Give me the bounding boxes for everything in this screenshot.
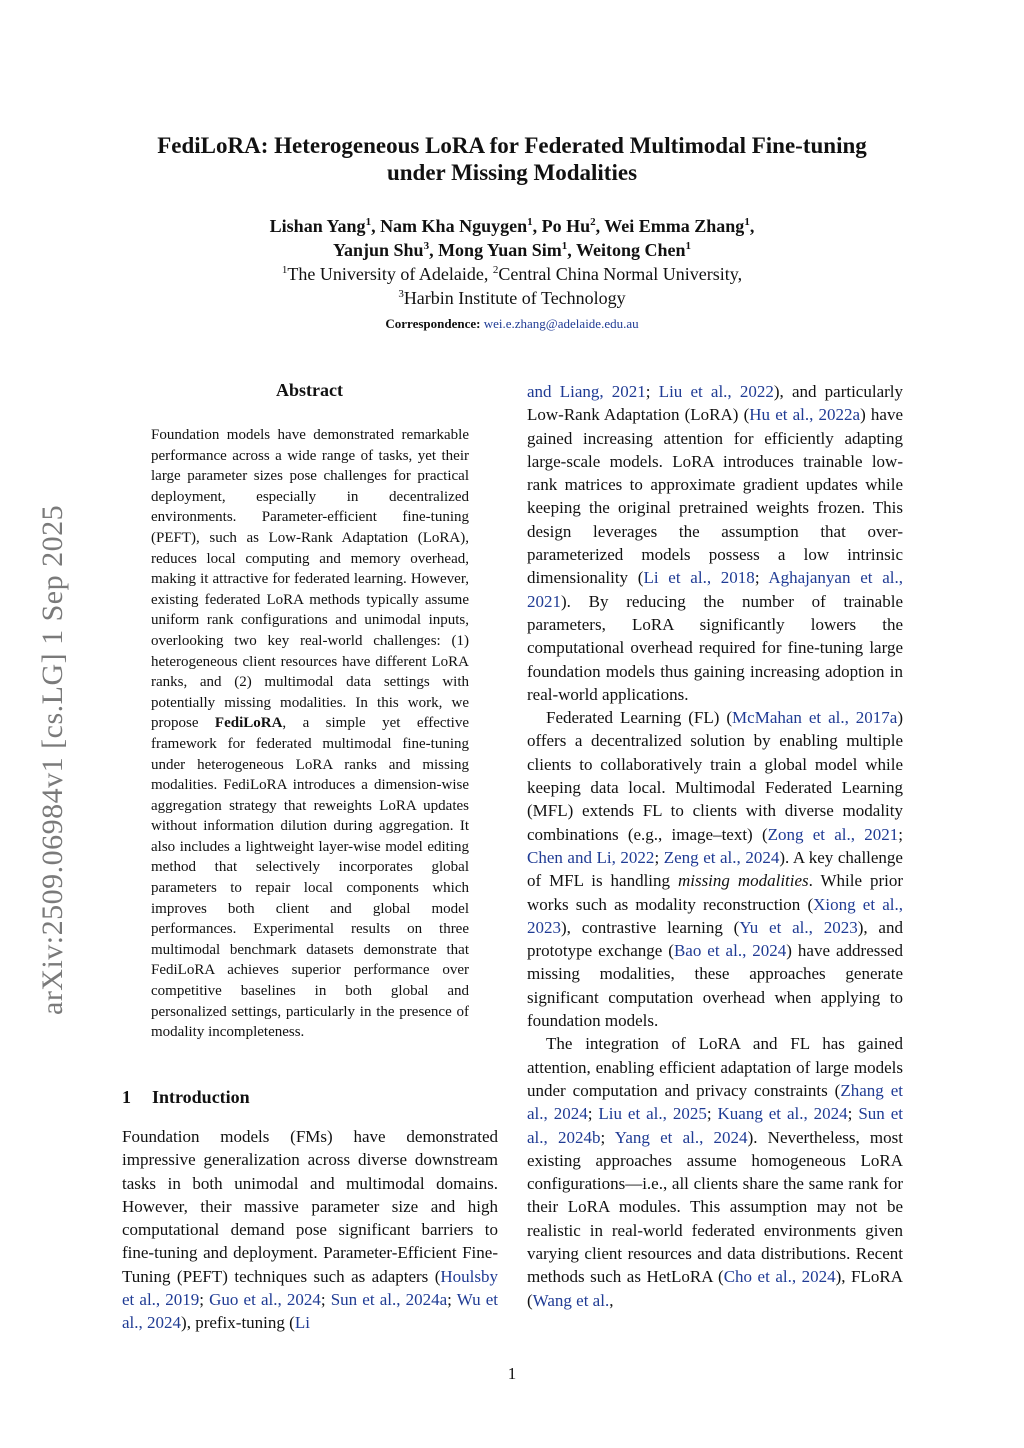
abstract-method-name: FediLoRA xyxy=(214,715,283,732)
page-number: 1 xyxy=(507,1364,517,1383)
body-paragraph xyxy=(527,706,903,1032)
body-text: ) offers a decentralized solution by enabling multiple clients to collaboratively train a global model while keeping data local. Multimodal Federated Learning (MFL) extends FL to clients with diverse modality combinations (e.g., image–text) ( xyxy=(527,708,904,844)
body-text: ; xyxy=(587,1104,599,1124)
author-name: Weitong Chen xyxy=(575,240,686,260)
citation-link[interactable]: Bao et al., 2024 xyxy=(673,941,787,961)
section-heading-introduction xyxy=(122,1087,250,1108)
body-text: ; xyxy=(199,1290,210,1310)
body-text: ) have gained increasing attention for efficiently adapting large-scale models. LoRA introduces trainable low-rank matrices to approximate gradient updates while keeping the original pretrained weights frozen. This design leverages the assumption that over-parameterized models possess a low intrinsic dimensionality ( xyxy=(527,405,903,588)
section-title: Introduction xyxy=(152,1087,250,1107)
author-affiliation-mark: 1 xyxy=(685,240,691,252)
paper-title xyxy=(100,132,924,186)
citation-link[interactable]: Cho et al., 2024 xyxy=(723,1267,836,1287)
body-paragraph xyxy=(122,1125,498,1335)
author-affiliation-mark: 1 xyxy=(744,216,750,228)
affiliation-name: Central China Normal University xyxy=(498,264,738,284)
citation-link[interactable]: Zhang et al., 2024 xyxy=(527,1080,904,1124)
author-name: Po Hu xyxy=(541,216,591,236)
citation-link[interactable]: Wu et al., 2024 xyxy=(122,1290,498,1333)
correspondence-label: Correspondence: xyxy=(385,316,481,331)
body-text: ; xyxy=(447,1290,457,1310)
author-affiliation-mark: 2 xyxy=(590,216,596,228)
body-text: ), and prototype exchange ( xyxy=(527,917,903,961)
body-text: ; xyxy=(706,1104,718,1124)
body-text: ), contrastive learning ( xyxy=(561,917,740,937)
affiliation-name: The University of Adelaide xyxy=(287,264,484,284)
body-text: ; xyxy=(847,1104,859,1124)
author-name: Nam Kha Nguygen xyxy=(380,216,528,236)
abstract-heading: Abstract xyxy=(276,380,343,400)
body-text: ). By reducing the number of trainable parameters, LoRA significantly lowers the computational overhead required for fine-tuning large foundation models thus gaining increasing adoption in real-world applications. xyxy=(527,591,903,704)
citation-link[interactable]: Hu et al., 2022a xyxy=(749,405,861,425)
left-column-text xyxy=(122,1125,498,1335)
body-paragraph xyxy=(527,1032,903,1312)
body-text: ) have addressed missing modalities, these approaches generate significant computation overhead when applying to foundation models. xyxy=(527,941,904,1031)
citation-link[interactable]: Zeng et al., 2024 xyxy=(663,847,780,867)
body-text: , xyxy=(609,1290,614,1310)
title-line: under Missing Modalities xyxy=(386,160,638,185)
body-text: ; xyxy=(320,1290,331,1310)
correspondence-line xyxy=(100,316,924,332)
citation-link[interactable]: Kuang et al., 2024 xyxy=(717,1104,848,1124)
title-line: FediLoRA: Heterogeneous LoRA for Federated Multimodal Fine-tuning xyxy=(157,133,867,158)
citation-link[interactable]: Liu et al., 2022 xyxy=(658,382,774,401)
citation-link[interactable]: Aghajanyan et al., 2021 xyxy=(527,568,903,611)
body-text: ; xyxy=(645,382,659,401)
citation-link[interactable]: Guo et al., 2024 xyxy=(209,1290,321,1310)
body-text: Federated Learning (FL) ( xyxy=(546,708,733,728)
body-text: ), prefix-tuning ( xyxy=(181,1313,295,1333)
citation-link[interactable]: Xiong et al., 2023 xyxy=(527,894,903,937)
citation-link[interactable]: Sun et al., 2024b xyxy=(527,1104,904,1147)
body-text: ), and particularly Low-Rank Adaptation (LoRA) ( xyxy=(527,382,904,425)
body-text: ). Nevertheless, most existing approaches assume homogeneous LoRA configurations—i.e., all clients share the same rank for their LoRA modules. This assumption may not be realistic in real-world federated environments given varying client resources and data distributions. Recent methods such as HetLoRA ( xyxy=(527,1127,903,1287)
citation-link[interactable]: Li et al., 2018 xyxy=(643,568,755,588)
author-list: Lishan Yang$^1$, Nam Kha Nguygen$^1$, Po Hu$^2$, Wei Emma Zhang$^1$, Yanjun Shu$^3$, Mong Yuan Sim$^1$, Weitong Chen$^1$ xyxy=(269,216,755,260)
affiliation-mark: 3 xyxy=(398,288,404,300)
body-text: ; xyxy=(654,847,664,867)
citation-link[interactable]: Chen and Li, 2022 xyxy=(527,847,655,867)
affiliation-mark: 2 xyxy=(492,264,499,276)
author-name: Lishan Yang xyxy=(269,216,366,236)
citation-link[interactable]: Sun et al., 2024a xyxy=(330,1290,448,1310)
author-name: Yanjun Shu xyxy=(333,240,424,260)
author-affiliation-mark: 1 xyxy=(527,216,533,228)
body-text: ; xyxy=(898,824,903,844)
right-column-text xyxy=(527,380,903,1312)
body-text: ), FLoRA ( xyxy=(527,1267,903,1310)
citation-link[interactable]: Wang et al. xyxy=(532,1290,610,1310)
citation-link[interactable]: McMahan et al., 2017a xyxy=(732,708,898,728)
citation-link[interactable]: and Liang, 2021 xyxy=(527,382,646,401)
citation-link[interactable]: Zong et al., 2021 xyxy=(767,824,899,844)
citation-link[interactable]: Yu et al., 2023 xyxy=(739,917,858,937)
body-text: ). A key challenge of MFL is handling xyxy=(527,847,903,891)
body-text: . While prior works such as modality reconstruction ( xyxy=(527,871,903,914)
citation-link[interactable]: Li xyxy=(294,1313,310,1333)
citation-link[interactable]: Liu et al., 2025 xyxy=(598,1104,707,1124)
body-text: ; xyxy=(754,568,769,588)
author-name: Mong Yuan Sim xyxy=(438,240,562,260)
citation-link[interactable]: Yang et al., 2024 xyxy=(614,1127,748,1147)
abstract-text: Foundation models have demonstrated remarkable performance across a wide range of tasks, yet their large parameter sizes pose challenges for practical deployment, especially in decentralized environments. Parameter-efficient fine-tuning (PEFT), such as Low-Rank Adaptation (LoRA), reduces local computing and memory overhead, making it attractive for federated learning. However, existing federated LoRA methods typically assume uniform rank configurations and unimodal inputs, overlooking two key real-world challenges: (1) heterogeneous client resources have different LoRA ranks, and (2) multimodal data settings with potentially missing modalities. In this work, we propose xyxy=(151,427,469,732)
affiliation-list: $^1$The University of Adelaide, $^2$Central China Normal University, $^3$Harbin Institute of Technology xyxy=(281,264,743,308)
abstract-text: , a simple yet effective framework for federated multimodal fine-tuning under heterogeneous LoRA ranks and missing modalities. FediLoRA introduces a dimension-wise aggregation strategy that reweights LoRA updates without information dilution during aggregation. It also includes a lightweight layer-wise model editing method that selectively incorporates global parameters to repair local components which improves both client and global model performances. Experimental results on three multimodal benchmark datasets demonstrate that FediLoRA achieves superior performance over competitive baselines in both global and personalized settings, particularly in the presence of modality incompleteness. xyxy=(151,715,469,1041)
author-name: Wei Emma Zhang xyxy=(604,216,745,236)
emphasized-text: missing modalities xyxy=(677,871,809,891)
arxiv-identifier-stamp: arXiv:2509.06984v1 [cs.LG] 1 Sep 2025 xyxy=(36,504,69,1015)
body-paragraph xyxy=(527,380,903,706)
body-text: Foundation models (FMs) have demonstrated impressive generalization across diverse downstream tasks in both unimodal and multimodal domains. However, their massive parameter size and high computational demand pose significant barriers to fine-tuning and deployment. Parameter-Efficient Fine-Tuning (PEFT) techniques such as adapters ( xyxy=(122,1127,498,1286)
abstract-body xyxy=(151,425,469,1043)
author-affiliation-mark: 1 xyxy=(365,216,372,228)
body-text: ; xyxy=(600,1127,615,1147)
author-affiliation-mark: 1 xyxy=(561,240,568,252)
body-text: The integration of LoRA and FL has gained attention, enabling efficient adaptation of large models under computation and privacy constraints ( xyxy=(527,1034,903,1100)
affiliation-mark: 1 xyxy=(281,264,288,276)
author-affiliation-mark: 3 xyxy=(423,240,430,252)
correspondence-email-link[interactable]: wei.e.zhang@adelaide.edu.au xyxy=(483,316,639,331)
affiliation-name: Harbin Institute of Technology xyxy=(403,288,626,308)
section-number: 1 xyxy=(122,1087,131,1107)
citation-link[interactable]: Houlsby et al., 2019 xyxy=(122,1266,498,1310)
